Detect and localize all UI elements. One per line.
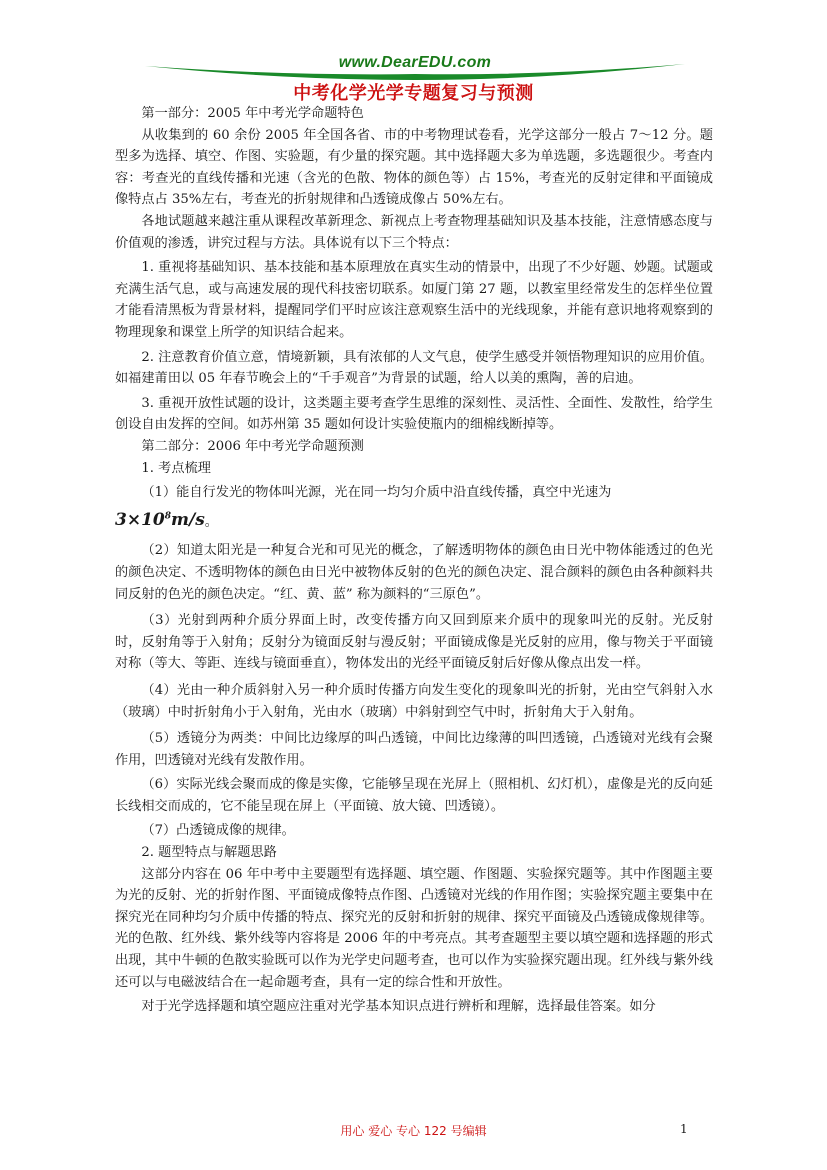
subsection-heading: 1. 考点梳理 [141, 460, 211, 476]
paragraph: （7）凸透镜成像的规律。 [141, 823, 295, 839]
paragraph: 从收集到的 60 余份 2005 年全国各省、市的中考物理试卷看，光学这部分一般占 7～12 分。题型多为选择、填空、作图、实验题，有少量的探究题。其中选择题大多为单选题，多选题很少。考查内容：考查光的直线传播和光速（含光的色散、物体的颜色等）占 15%，考查光的反射定律和平面镜成像特点占 35%左右，考查光的折射规律和凸透镜成像占 50%左右。 [115, 127, 713, 208]
paragraph: 这部分内容在 06 年中考中主要题型有选择题、填空题、作图题、实验探究题等。其中作图题主要为光的反射、光的折射作图、平面镜成像特点作图、凸透镜对光线的作用作图；实验探究题主要集中在探究光在同种均匀介质中传播的特点、探究光的反射和折射的规律、探究平面镜及凸透镜成像规律等。光的色散、红外线、紫外线等内容将是 2006 年的中考亮点。其考查题型主要以填空题和选择题的形式出现，其中牛顿的色散实验既可以作为光学史问题考查，也可以作为实验探究题出现。红外线与紫外线还可以与电磁波结合在一起命题考查，具有一定的综合性和开放性。 [115, 866, 713, 990]
paragraph: 各地试题越来越注重从课程改革新理念、新视点上考查物理基础知识及基本技能，注意情感态度与价值观的渗透，讲究过程与方法。具体说有以下三个特点： [115, 213, 713, 251]
site-url: www.DearEDU.com [338, 54, 492, 71]
footer-text: 用心 爱心 专心 122 号编辑 [340, 1124, 487, 1138]
subsection-heading: 2. 题型特点与解题思路 [141, 845, 277, 861]
paragraph: （6）实际光线会聚而成的像是实像，它能够呈现在光屏上（照相机、幻灯机），虚像是光的反向延长线相交而成的，它不能呈现在屏上（平面镜、放大镜、凹透镜）。 [115, 777, 713, 814]
paragraph: 3. 重视开放性试题的设计，这类题主要考查学生思维的深刻性、灵活性、全面性、发散性，给学生创设自由发挥的空间。如苏州第 35 题如何设计实验使瓶内的细棉线断掉等。 [115, 395, 713, 433]
paragraph: 2. 注意教育价值立意，情境新颖，具有浓郁的人文气息，使学生感受并领悟物理知识的应用价值。如福建莆田以 05 年春节晚会上的“千手观音”为背景的试题，给人以美的熏陶，善的启迪。 [115, 349, 713, 387]
page-number: 1 [680, 1122, 688, 1136]
section-heading-2: 第二部分：2006 年中考光学命题预测 [141, 438, 364, 454]
paragraph: （1）能自行发光的物体叫光源，光在同一均匀介质中沿直线传播，真空中光速为 [141, 485, 612, 501]
paragraph: （5）透镜分为两类：中间比边缘厚的叫凸透镜，中间比边缘薄的叫凹透镜，凸透镜对光线有会聚作用，凹透镜对光线有发散作用。 [115, 731, 713, 768]
paragraph: 对于光学选择题和填空题应注重对光学基本知识点进行辨析和理解，选择最佳答案。如分 [141, 999, 656, 1015]
document-title: 中考化学光学专题复习与预测 [293, 83, 534, 104]
section-heading-1: 第一部分：2005 年中考光学命题特色 [141, 106, 364, 121]
paragraph: （3）光射到两种介质分界面上时，改变传播方向又回到原来介质中的现象叫光的反射。光反射时，反射角等于入射角；反射分为镜面反射与漫反射；平面镜成像是光反射的应用，像与物关于平面镜对称（等大、等距、连线与镜面垂直），物体发出的光经平面镜反射后好像从像点出发一样。 [115, 613, 713, 672]
paragraph: 1. 重视将基础知识、基本技能和基本原理放在真实生动的情景中，出现了不少好题、妙题。试题或充满生活气息，或与高速发展的现代科技密切联系。如厦门第 27 题，以教室里经常发生的怎样坐位置才能看清黑板为背景材料，提醒同学们平时应该注意观察生活中的光线现象，并能有意识地将观察到的物理现象和课堂上所学的知识结合起来。 [115, 260, 713, 340]
document-body [115, 103, 713, 1018]
paragraph: （2）知道太阳光是一种复合光和可见光的概念，了解透明物体的颜色由日光中物体能透过的色光的颜色决定、不透明物体的颜色由日光中被物体反射的色光的颜色决定、混合颜料的颜色由各种颜料共同反射的色光的颜色决定。“红、黄、蓝” 称为颜料的“三原色”。 [115, 543, 713, 602]
paragraph: （4）光由一种介质斜射入另一种介质时传播方向发生变化的现象叫光的折射，光由空气斜射入水（玻璃）中时折射角小于入射角，光由水（玻璃）中斜射到空气中时，折射角大于入射角。 [115, 682, 713, 720]
light-speed-formula: $3\times 10^8m/s$。 [115, 510, 218, 531]
